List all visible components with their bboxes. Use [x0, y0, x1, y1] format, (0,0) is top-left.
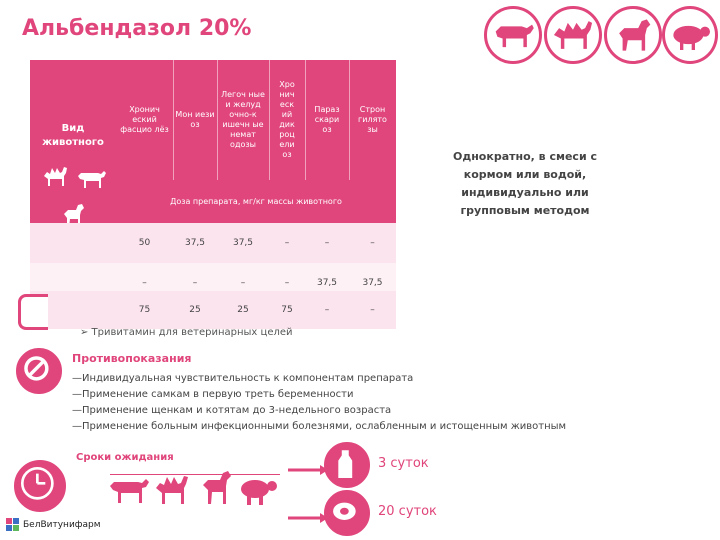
milk-waiting-period: 3 суток: [378, 456, 429, 471]
table-row: [30, 291, 396, 329]
column-divider: [173, 60, 174, 180]
camel-icon: [154, 472, 194, 506]
arrow-icon: [288, 508, 328, 518]
table-cell: –: [240, 278, 246, 288]
table-cell: 50: [138, 238, 151, 248]
table-cell: 25: [189, 305, 201, 315]
animal-column-header: Вид животного: [42, 123, 104, 148]
sheep-icon: [236, 474, 280, 506]
page-title: Альбендазол 20%: [22, 16, 252, 41]
column-divider: [305, 60, 306, 180]
column-header: Хро нич еск ий дик роц ели оз: [269, 60, 305, 180]
table-cell: –: [370, 305, 375, 315]
contraindication-item: —Индивидуальная чувствительность к компонентам препарата: [72, 373, 414, 384]
column-header: Мон иези оз: [173, 60, 217, 180]
syringe-icon: [18, 294, 48, 330]
table-cell: –: [324, 238, 330, 248]
column-header: Параз скари оз: [305, 60, 349, 180]
horse-icon: [604, 6, 662, 64]
company-logo-icon: [6, 518, 20, 532]
sheep-icon: [662, 6, 718, 64]
camel-icon: [42, 164, 72, 188]
prohibited-icon: [16, 348, 62, 394]
column-divider: [269, 60, 270, 180]
footer: [6, 518, 101, 532]
cow-icon: [76, 168, 108, 190]
cow-icon: [484, 6, 542, 64]
table-cell: 37,5: [362, 278, 383, 288]
table-cell: 25: [237, 305, 249, 315]
table-row: [30, 223, 396, 263]
company-name: БелВитунифарм: [23, 520, 101, 530]
table-cell: –: [192, 278, 198, 288]
cow-icon: [108, 474, 152, 506]
table-cell: –: [284, 238, 290, 248]
table-cell: –: [370, 238, 375, 248]
application-note: Однократно, в смеси с кормом или водой, индивидуально или групповым методом: [452, 150, 598, 217]
arrow-icon: [288, 460, 328, 470]
table-cell: 37,5: [232, 238, 254, 248]
contraindication-item: —Применение самкам в первую треть беременности: [72, 389, 354, 400]
dose-header: Доза препарата, мг/кг массы животного: [116, 180, 396, 223]
table-cell: –: [324, 305, 330, 315]
contraindication-item: —Применение больным инфекционными болезнями, ослабленным и истощенным животным: [72, 421, 567, 432]
table-cell: –: [142, 278, 147, 288]
column-divider: [349, 60, 350, 180]
partially-covered-text: ➢ Тривитамин для ветеринарных целей: [80, 327, 293, 338]
clock-icon: [14, 460, 66, 512]
table-cell: 37,5: [184, 238, 206, 248]
horse-icon: [198, 468, 234, 506]
camel-icon: [544, 6, 602, 64]
table-cell: 37,5: [316, 278, 338, 288]
dosage-table: [30, 60, 396, 329]
column-header: Хронич еский фасцио лёз: [116, 60, 173, 180]
column-header: Строн гилято зы: [349, 60, 396, 180]
meat-waiting-period: 20 суток: [378, 504, 437, 519]
meat-icon: [324, 490, 370, 536]
column-header: Легоч ные и желуд очно-к ишечн ые немат одозы: [217, 60, 269, 180]
waiting-period-title: Сроки ожидания: [76, 452, 174, 463]
column-divider: [217, 60, 218, 180]
contraindication-item: —Применение щенкам и котятам до 3-недельного возраста: [72, 405, 392, 416]
milk-bottle-icon: [324, 442, 370, 488]
table-cell: –: [284, 278, 290, 288]
table-cell: 75: [281, 305, 293, 315]
contraindications-title: Противопоказания: [72, 352, 192, 365]
table-cell: 75: [138, 305, 151, 315]
